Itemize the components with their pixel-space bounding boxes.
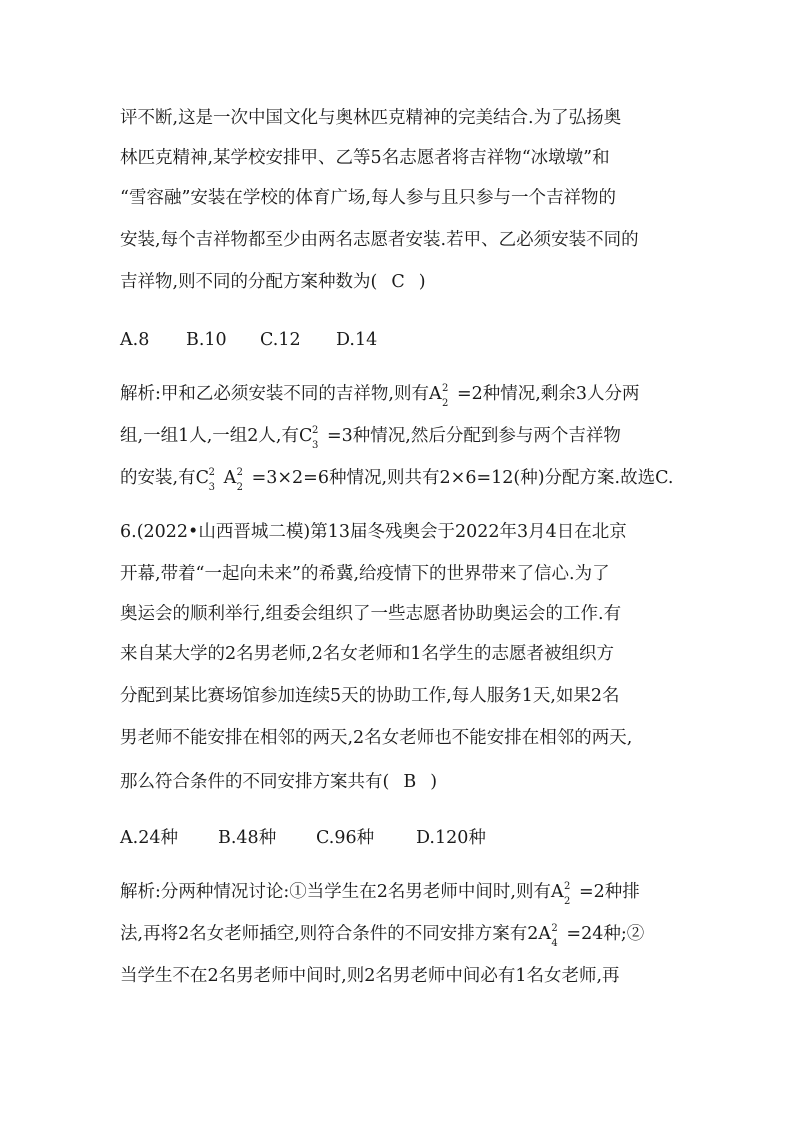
q6-stem-end: 那么符合条件的不同安排方案共有( xyxy=(120,772,390,792)
q6-solution-line-3: 当学生不在2名男老师中间时,则2名男老师中间必有1名女老师,再 xyxy=(120,966,620,986)
q5-sol1-rest: =2种情况,剩余3人分两 xyxy=(456,384,640,404)
q5-stem-end: 吉祥物,则不同的分配方案种数为( xyxy=(120,272,378,292)
q5-solution-line-3 xyxy=(120,466,674,493)
q6-answer: B xyxy=(403,772,417,792)
q6-text-line-6: 男老师不能安排在相邻的两天,2名女老师也不能安排在相邻的两天, xyxy=(120,728,633,748)
permutation-a24: A 2 4 xyxy=(538,923,558,949)
q6-text-line-1: 6.(2022•山西晋城二模)第13届冬残奥会于2022年3月4日在北京 xyxy=(120,522,627,542)
q6-sol2-text: 法,再将2名女老师插空,则符合条件的不同安排方案有2 xyxy=(120,924,539,944)
q6-text-line-3: 奥运会的顺利举行,组委会组织了一些志愿者协助奥运会的工作.有 xyxy=(120,604,622,624)
permutation-a22: A 2 2 xyxy=(551,881,571,907)
q6-option-b: B.48种 xyxy=(218,828,277,848)
q5-sol2-text: 组,一组1人,一组2人,有 xyxy=(120,426,299,446)
q5-solution-line-2 xyxy=(120,424,621,451)
q5-option-c: C.12 xyxy=(260,330,301,350)
q5-solution-line-1 xyxy=(120,382,640,409)
q5-paren-close: ) xyxy=(418,272,426,292)
q5-text-line-2: 林匹克精神,某学校安排甲、乙等5名志愿者将吉祥物“冰墩墩”和 xyxy=(120,148,610,168)
q5-option-d: D.14 xyxy=(336,330,378,350)
q5-options xyxy=(120,328,377,352)
q5-text-line-5 xyxy=(120,270,426,294)
q6-text-line-4: 来自某大学的2名男老师,2名女老师和1名学生的志愿者被组织方 xyxy=(120,644,614,664)
q6-text-line-2: 开幕,带着“一起向未来”的希冀,给疫情下的世界带来了信心.为了 xyxy=(120,564,610,584)
q6-solution-line-2 xyxy=(120,922,645,949)
q6-sol1-text: 解析:分两种情况讨论:①当学生在2名男老师中间时,则有 xyxy=(120,882,551,902)
q6-option-d: D.120种 xyxy=(416,828,486,848)
q5-text-line-3: “雪容融”安装在学校的体育广场,每人参与且只参与一个吉祥物的 xyxy=(120,188,616,208)
q5-sol3-text: 的安装,有 xyxy=(120,468,196,488)
q6-solution-line-1 xyxy=(120,880,640,907)
q5-answer: C xyxy=(391,272,405,292)
q6-sol2-rest: =24种;② xyxy=(566,924,645,944)
q6-paren-close: ) xyxy=(430,772,438,792)
q5-option-b: B.10 xyxy=(186,330,227,350)
q5-text-line-4: 安装,每个吉祥物都至少由两名志愿者安装.若甲、乙必须安装不同的 xyxy=(120,230,639,250)
combination-c23: C 2 3 xyxy=(195,467,215,493)
q6-option-c: C.96种 xyxy=(316,828,375,848)
q5-sol3-rest: =3×2=6种情况,则共有2×6=12(种)分配方案.故选C. xyxy=(251,468,674,488)
q5-sol1-text: 解析:甲和乙必须安装不同的吉祥物,则有 xyxy=(120,384,429,404)
q5-text-line-1: 评不断,这是一次中国文化与奥林匹克精神的完美结合.为了弘扬奥 xyxy=(120,108,622,128)
combination-c23: C 2 3 xyxy=(298,425,319,451)
q6-text-line-7 xyxy=(120,770,437,794)
q6-option-a: A.24种 xyxy=(120,828,178,848)
permutation-a22: A 2 2 xyxy=(428,383,449,409)
q6-sol1-rest: =2种排 xyxy=(579,882,640,902)
permutation-a22: A 2 2 xyxy=(223,467,243,493)
q5-sol2-rest: =3种情况,然后分配到参与两个吉祥物 xyxy=(326,426,621,446)
q6-text-line-5: 分配到某比赛场馆参加连续5天的协助工作,每人服务1天,如果2名 xyxy=(120,686,620,706)
q6-options xyxy=(120,826,486,850)
q5-option-a: A.8 xyxy=(120,330,150,350)
